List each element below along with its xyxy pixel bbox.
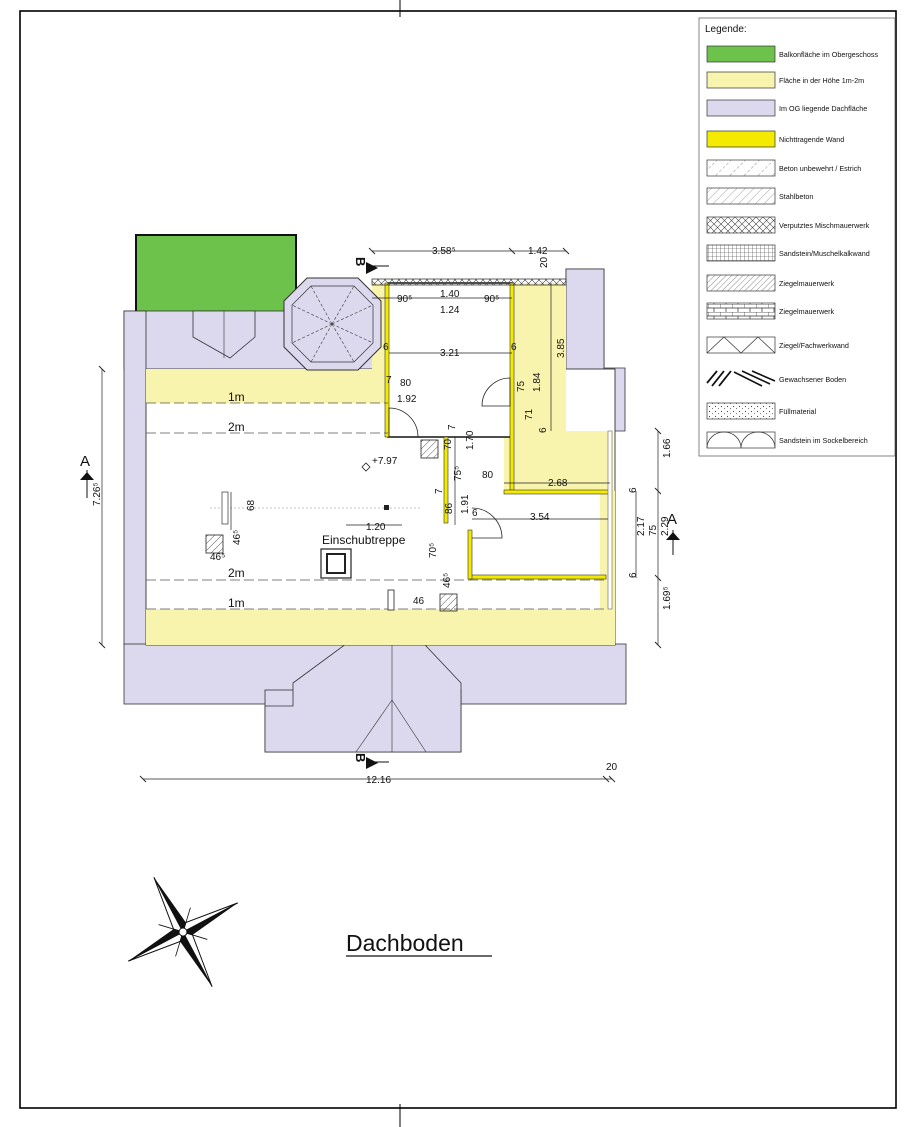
dim-169: 1.69⁵ xyxy=(662,586,673,610)
top-wall-hatch xyxy=(372,279,566,285)
dim-170: 1.70 xyxy=(465,430,476,450)
floor-plan xyxy=(80,235,680,786)
dim-124: 1.24 xyxy=(440,305,460,316)
dim-321: 3.21 xyxy=(440,348,460,359)
dim-75b: 75⁵ xyxy=(453,465,464,481)
height-mark-2m-bottom: 2m xyxy=(228,566,245,580)
light-yellow-fill-swatch xyxy=(707,72,775,88)
legend-label-timber-frame: Ziegel/Fachwerkwand xyxy=(779,341,849,350)
yellow-fill-swatch xyxy=(707,131,775,147)
dim-268: 2.68 xyxy=(548,478,568,489)
height-zone-corner xyxy=(600,491,615,609)
dim-7b: 7 xyxy=(447,424,458,430)
arch-swatch xyxy=(707,432,775,448)
legend xyxy=(699,18,895,456)
page-title: Dachboden xyxy=(346,930,464,956)
dim-7a: 7 xyxy=(386,375,392,386)
legend-label-height-zone: Fläche in der Höhe 1m-2m xyxy=(779,76,865,85)
legend-label-brick-2: Ziegelmauerwerk xyxy=(779,307,835,316)
dim-left-726: 7.26⁵ xyxy=(92,482,103,506)
legend-label-soil: Gewachsener Boden xyxy=(779,375,847,384)
dim-bottom-1216: 12.16 xyxy=(366,775,392,786)
dim-top-20: 20 xyxy=(539,256,550,268)
dim-6f: 6 xyxy=(628,572,639,578)
dim-229: 2.29 xyxy=(660,516,671,536)
dim-46d: 46⁵ xyxy=(442,572,453,588)
roof-eave-left xyxy=(124,311,146,646)
balcony-area xyxy=(136,235,296,317)
legend-label-nonbearing-wall: Nichttragende Wand xyxy=(779,135,845,144)
dim-top-358: 3.58⁵ xyxy=(432,246,456,257)
stair-label: Einschubtreppe xyxy=(322,533,406,547)
dense-diagonal-swatch xyxy=(707,275,775,291)
dim-top-142: 1.42 xyxy=(528,246,548,257)
dim-46b: 46⁵ xyxy=(210,552,226,563)
dim-70b: 70⁵ xyxy=(428,542,439,558)
dim-166: 1.66 xyxy=(662,438,673,458)
legend-label-roof-area: Im OG liegende Dachfläche xyxy=(779,104,868,113)
roof-window-octagon xyxy=(284,278,381,370)
section-marker-b-bottom xyxy=(353,753,389,769)
legend-label-balcony: Balkonfläche im Obergeschoss xyxy=(779,50,879,59)
svg-text:A: A xyxy=(667,511,678,528)
dim-385: 3.85 xyxy=(556,338,567,358)
room-upper-wall-yellow-l xyxy=(385,283,389,437)
dim-354: 3.54 xyxy=(530,512,550,523)
post-hatch-2 xyxy=(206,535,223,553)
legend-heading: Legende: xyxy=(705,24,747,35)
dim-75c: 75 xyxy=(648,524,659,536)
compass-rose-icon xyxy=(99,848,267,1016)
height-zone-bottom xyxy=(146,609,615,645)
dim-6d: 6 xyxy=(628,487,639,493)
right-wall-line xyxy=(608,431,612,609)
dim-80a: 80 xyxy=(400,378,412,389)
height-zone-top xyxy=(146,369,389,403)
legend-label-sandstone-wall: Sandstein/Muschelkalkwand xyxy=(779,249,870,258)
dim-86: 86 xyxy=(444,502,455,514)
dim-bottom-20: 20 xyxy=(606,762,618,773)
height-mark-1m-bottom: 1m xyxy=(228,596,245,610)
brick-pattern-swatch xyxy=(707,303,775,319)
cross-hatch-swatch xyxy=(707,217,775,233)
height-mark-1m-top: 1m xyxy=(228,390,245,404)
legend-label-brick-1: Ziegelmauerwerk xyxy=(779,279,835,288)
level-mark: +7.97 xyxy=(372,456,398,467)
legend-label-sandstone-base: Sandstein im Sockelbereich xyxy=(779,436,868,445)
svg-text:B: B xyxy=(353,257,368,267)
room-lower-wall-yellow xyxy=(470,575,606,579)
svg-text:A: A xyxy=(80,453,91,470)
legend-label-fill: Füllmaterial xyxy=(779,407,817,416)
dotted-fill-swatch xyxy=(707,403,775,419)
green-fill-swatch xyxy=(707,46,775,62)
legend-label-reinforced-concrete: Stahlbeton xyxy=(779,192,814,201)
dim-217: 2.17 xyxy=(636,516,647,536)
post-hatch-1 xyxy=(421,440,438,458)
dashed-hatch-swatch xyxy=(707,160,775,176)
room-upper-wall-yellow-r xyxy=(510,283,514,490)
dim-75a: 75 xyxy=(516,380,527,392)
section-marker-b-top xyxy=(353,257,389,274)
grid-hatch-swatch xyxy=(707,245,775,261)
dim-46c: 46 xyxy=(413,596,425,607)
dim-191: 1.91 xyxy=(460,494,471,514)
height-mark-2m-top: 2m xyxy=(228,420,245,434)
dim-68: 68 xyxy=(246,499,257,511)
dim-71: 71 xyxy=(524,408,535,420)
dim-6b: 6 xyxy=(511,342,517,353)
dim-90-left: 90⁵ xyxy=(397,294,413,305)
diagonal-hatch-swatch xyxy=(707,188,775,204)
legend-label-concrete: Beton unbewehrt / Estrich xyxy=(779,164,862,173)
dim-140: 1.40 xyxy=(440,289,460,300)
room-side-wall-yellow xyxy=(504,490,610,494)
dim-6a: 6 xyxy=(383,342,389,353)
legend-label-mixed-masonry: Verputztes Mischmauerwerk xyxy=(779,221,870,230)
zigzag-swatch xyxy=(707,337,775,353)
room-lower-wall-v xyxy=(468,530,472,579)
dim-120: 1.20 xyxy=(366,522,386,533)
svg-text:B: B xyxy=(353,753,368,763)
dim-80b: 80 xyxy=(482,470,494,481)
lavender-fill-swatch xyxy=(707,100,775,116)
dim-90-right: 90⁵ xyxy=(484,294,500,305)
post-hatch-3 xyxy=(440,594,457,611)
dim-7c: 7 xyxy=(434,488,445,494)
dim-6e: 6 xyxy=(472,508,478,519)
dim-70a: 70 xyxy=(443,438,454,450)
dim-46a: 46⁵ xyxy=(232,529,243,545)
dim-184: 1.84 xyxy=(532,372,543,392)
dim-192: 1.92 xyxy=(397,394,417,405)
dim-6c: 6 xyxy=(538,427,549,433)
